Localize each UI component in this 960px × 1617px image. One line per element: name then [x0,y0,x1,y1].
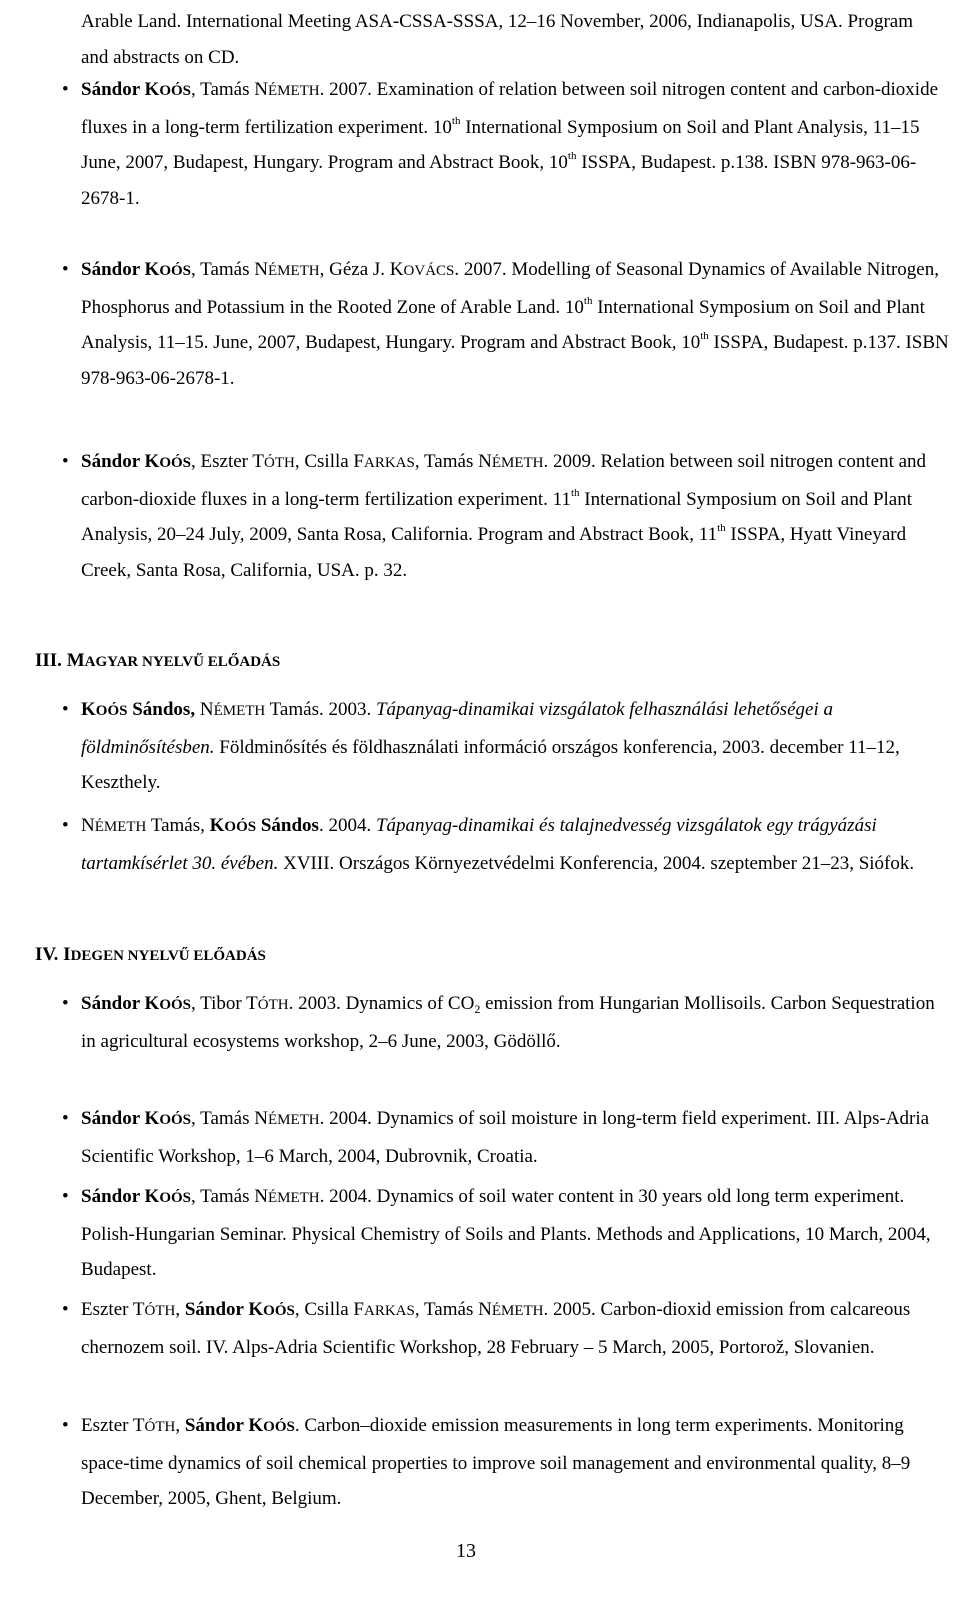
bullet: • [62,815,69,836]
author-main: Sándor KOÓS [81,1108,192,1129]
title: Tápanyag-dinamikai és talajnedvesség vizsgálatok egy trágyázási tartamkísérlet 30. évében. [81,815,877,874]
author-main: KOÓS Sándos [209,815,319,836]
section-heading: III. MAGYAR NYELVŰ ELŐADÁS [35,650,281,671]
title: Tápanyag-dinamikai vizsgálatok felhasználási lehetőségei a földminősítésben. [81,699,833,758]
bullet: • [62,1186,69,1207]
author-main: Sándor KOÓS [81,259,192,280]
bullet: • [62,699,69,720]
author-main: Sándor KOÓS [81,451,192,472]
reference-entry: • Eszter TÓTH, Sándor KOÓS. Carbon–dioxide emission measurements in long term experiments. Monitoring space-time dynamics of soil chemical properties to improve soil management and environmental quality, 8–9 December, 2005, Ghent, Belgium. [62,1408,953,1517]
reference-entry: • NÉMETH Tamás, KOÓS Sándos. 2004. Tápanyag-dinamikai és talajnedvesség vizsgálatok egy trágyázási tartamkísérlet 30. évében. XVIII. Országos Környezetvédelmi Konferencia, 2004. szeptember 21–23, Siófok. [62,808,953,881]
reference-entry: • Sándor KOÓS, Eszter TÓTH, Csilla FARKAS, Tamás NÉMETH. 2009. Relation between soil nitrogen content and carbon-dioxide fluxes in a long-term fertilization experiment. 11th International Symposium on Soil and Plant Analysis, 20–24 July, 2009, Santa Rosa, California. Program and Abstract Book, 11th ISSPA, Hyatt Vineyard Creek, Santa Rosa, California, USA. p. 32. [62,444,953,588]
reference-entry: • Eszter TÓTH, Sándor KOÓS, Csilla FARKAS, Tamás NÉMETH. 2005. Carbon-dioxid emission from calcareous chernozem soil. IV. Alps-Adria Scientific Workshop, 28 February – 5 March, 2005, Portorož, Slovanien. [62,1292,953,1365]
bullet: • [62,259,69,280]
reference-entry: • Sándor KOÓS, Tamás NÉMETH. 2004. Dynamics of soil water content in 30 years old long term experiment. Polish-Hungarian Seminar. Physical Chemistry of Soils and Plants. Methods and Applications, 10 March, 2004, Budapest. [62,1179,953,1288]
author-main: Sándor KOÓS [184,1415,295,1436]
reference-entry: • KOÓS Sándos, NÉMETH Tamás. 2003. Tápanyag-dinamikai vizsgálatok felhasználási lehetőségei a földminősítésben. Földminősítés és földhasználati információ országos konferencia, 2003. december 11–12, Keszthely. [62,692,953,801]
author-main: Sándor KOÓS [81,993,192,1014]
reference-entry: • Sándor KOÓS, Tibor TÓTH. 2003. Dynamics of $CO_2$ emission from Hungarian Mollisoils. Carbon Sequestration in agricultural ecosystems workshop, 2–6 June, 2003, Gödöllő. [62,986,953,1059]
author-main: Sándor KOÓS [184,1299,295,1320]
author-main: KOÓS Sándos, [81,699,196,720]
reference-entry: • Sándor KOÓS, Tamás NÉMETH. 2007. Examination of relation between soil nitrogen content and carbon-dioxide fluxes in a long-term fertilization experiment. 10th International Symposium on Soil and Plant Analysis, 11–15 June, 2007, Budapest, Hungary. Program and Abstract Book, 10th ISSPA, Budapest. p.138. ISBN 978-963-06-2678-1. [62,72,953,216]
bullet: • [62,79,69,100]
bullet: • [62,451,69,472]
page-number: 13 [456,1540,476,1562]
author-main: Sándor KOÓS [81,1186,192,1207]
bullet: • [62,993,69,1014]
author-main: Sándor KOÓS [81,79,192,100]
bullet: • [62,1299,69,1320]
bullet: • [62,1415,69,1436]
section-heading: IV. IDEGEN NYELVŰ ELŐADÁS [35,944,266,965]
continuation-text: Arable Land. International Meeting ASA-CSSA-SSSA, 12–16 November, 2006, Indianapolis, USA. Program and abstracts on CD. [81,11,913,68]
bullet: • [62,1108,69,1129]
reference-entry: • Sándor KOÓS, Tamás NÉMETH, Géza J. KOVÁCS. 2007. Modelling of Seasonal Dynamics of Available Nitrogen, Phosphorus and Potassium in the Rooted Zone of Arable Land. 10th International Symposium on Soil and Plant Analysis, 11–15. June, 2007, Budapest, Hungary. Program and Abstract Book, 10th ISSPA, Budapest. p.137. ISBN 978-963-06-2678-1. [62,252,953,396]
reference-entry: • Sándor KOÓS, Tamás NÉMETH. 2004. Dynamics of soil moisture in long-term field experiment. III. Alps-Adria Scientific Workshop, 1–6 March, 2004, Dubrovnik, Croatia. [62,1101,953,1174]
